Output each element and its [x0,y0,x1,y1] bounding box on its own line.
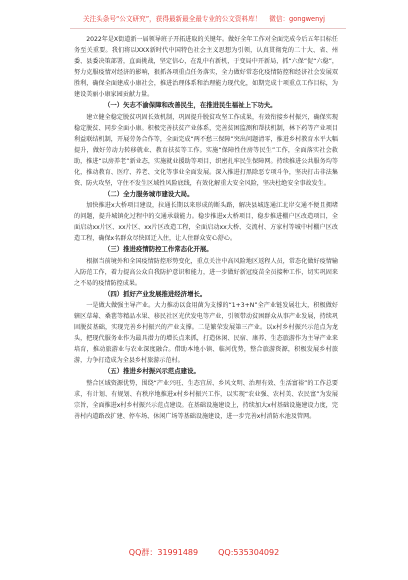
body-paragraph: 2022年是X街道新一届领导班子开拓进取的关键年。做好全年工作对全面完成今后五年目标任务至关重要。我们将以XXX新时代中国特色社会主义思想为引领，认真贯彻党的二十大、省、州委、县委决策部署，直面挑战，坚定信心，在乱中有新机，于变局中开新局，抓“六保”促“六稳”，努力克服疫情对经济的影响，狠抓各项重点任务落实，全力做好常态化疫情防控和经济社会发展双胜利，确保全面建成小康社会，推进治理体系和治理能力现代化，如期完成十项重点工作目标，为建设美丽小康家园贡献力量。 [74,36,338,98]
body-paragraph: 建立健全稳定脱贫巩固长效机制，巩固提升脱贫攻坚工作成果，有效衔接乡村振兴，确保实现稳定脱贫、同步全面小康。积极完善扶贫产业体系，完善贫困监测和帮扶机制，林下药等产业项目利益联结机制，开展劳务合作等，全面完成“两不愁三保障”突出问题清零，推进乡村教育水平大幅提升，做好劳动力转移就业、教育扶贫等工作。实施“保障性住房等民生”工作，全面落实社会救助，推进“以房养老”新业态，实施就业援助等项目，织密扎牢民生保障网。持续推进公共服务均等化，推动教育、医疗、养老、文化等事业全面发展。深入推进打黑除恶专项斗争，坚决打击非法集资、防火攻坚，守住不发生区域性风险底线，有效化解重大安全风险，坚决杜绝安全事故发生。 [74,113,338,187]
banner-underline [70,28,346,29]
section-heading: （五）推进乡村振兴示范点建设。 [104,367,200,376]
footer-qq-group: QQ群：31991489 [128,547,199,557]
body-paragraph: 一是做大做强主导产业。大力推动以食用菌为支撑的“1+3+N”全产业链发展壮大，积极做好辖区草莓、桑葚等精品水果、移民社区光伏发电等产业，引领带动贫困群众从事产业发展，持续巩固脱贫基础，实现完善乡村振兴的产业支撑。二是繁荣发展第三产业。以x村乡村振兴示范点为龙头，把现代服务业作为最具潜力的增长点来抓，打造休闲、民宿、康养、生态旅游作为主导产业来培育，推动旅游业与农业深度融合。借助本地小镇、临河优势，整合旅游资源，积极发展乡村旅游，力争打造成为全县乡村旅游示范村。 [74,302,338,365]
footer-contact [0,545,408,559]
banner-promo-text: 关注头条号“公文研究”，获得最新最全最专业的公文资料库！ [82,15,262,23]
section-heading: （四）抓好产业发展推进经济增长。 [104,289,207,298]
section-heading: （二）全力服务城市建设大局。 [104,189,194,198]
section-heading: （三）推进疫情防控工作常态化开展。 [104,245,213,254]
section-heading: （一）矢志不渝保障和改善民生，在推进民生福祉上下功夫。 [104,101,277,109]
body-paragraph: 加快推进x大桥项目建设，拉通长期以来形成的断头路，解决县城连通江北岸交通不便且拥堵的问题，提升城镇化过程中的交通承载能力。稳步推进x大桥项目，稳步推进棚户区改造项目，全面启动xx片区、xx片区、xx片区改造工程，全面启动xx大桥、交流村、方家村等城中村棚户区改造工程，确保x名群众尽快回迁入住，让人住群众安心舒心。 [74,202,338,243]
document-body [74,34,338,422]
footer-qq: QQ:535304092 [218,547,280,557]
banner-wechat-text: 微信：gongwenyj [269,15,325,23]
body-paragraph: 根据当前境外和全国疫情防控形势变化，重点关注中高风险地区返程人员，常态化做好疫情输入防范工作，着力提高公众自我防护意识和能力，进一步做好新冠疫苗全员接种工作，切实巩固来之不易的疫情防控成果。 [74,257,338,287]
header-banner [0,10,408,26]
body-paragraph: 整合区域资源优势，围绕“产业兴旺、生态宜居、乡风文明、治理有效、生活富裕”的工作总要求，有计划、有规划、有秩序地推进x村乡村振兴工作，以实现“农业强、农村美、农民富”为发展宗旨，全面推进x村乡村振兴示范点建设。在基础设施建设上，持续加大x村基础设施建设力度，完善村内道路改扩建、停车场、休闲广场等基础设施建设，进一步完善x村消防水池及管网。 [74,379,338,420]
